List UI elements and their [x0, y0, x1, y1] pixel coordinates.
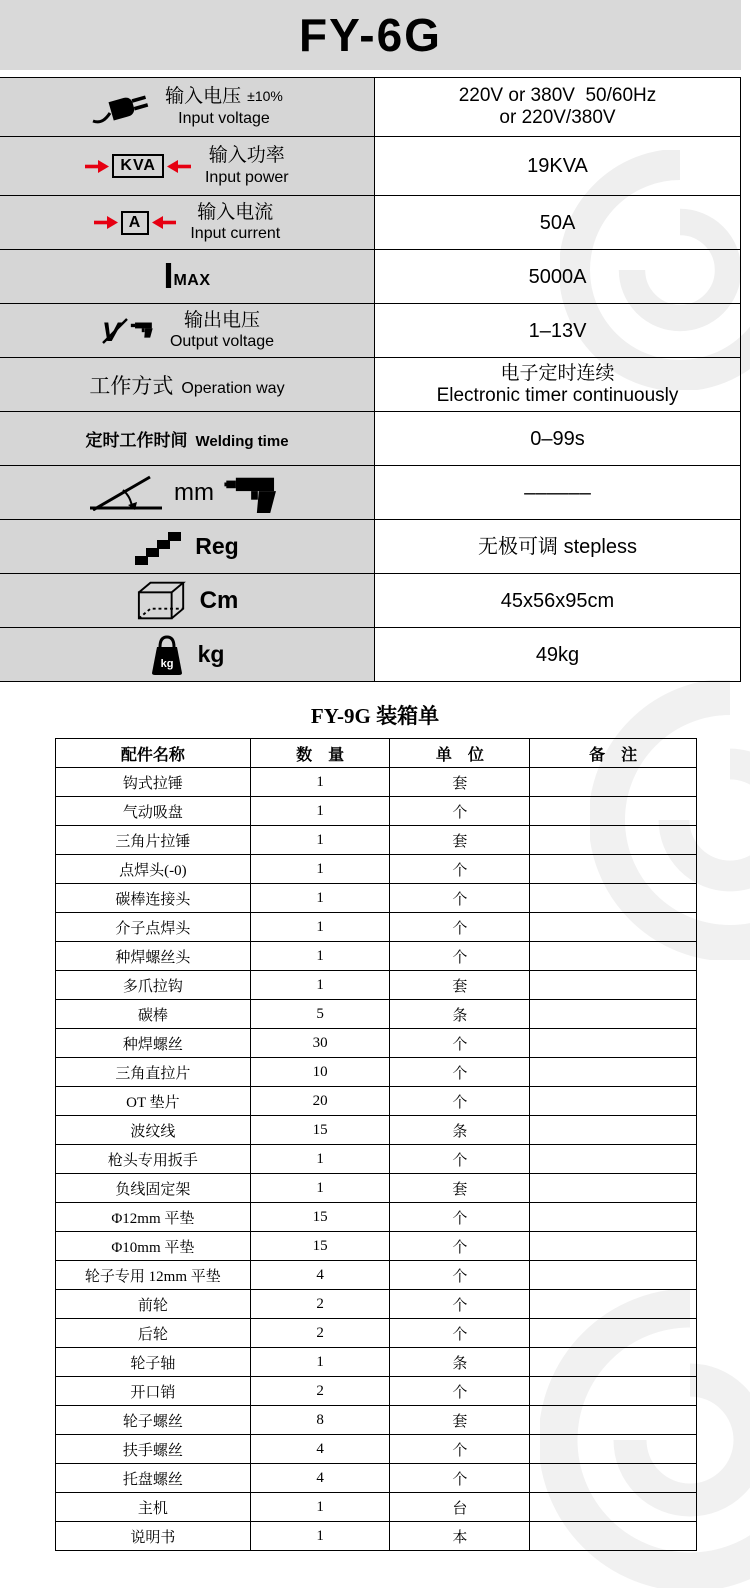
spec-table: [0, 77, 741, 682]
spec-value-plate-thickness: [375, 466, 740, 519]
spec-value-welding-time: [375, 412, 740, 465]
item-note: [530, 1232, 697, 1261]
item-name: Φ12mm 平垫: [56, 1203, 251, 1232]
item-unit: 台: [390, 1493, 530, 1522]
item-unit: 个: [390, 942, 530, 971]
item-name: 介子点焊头: [56, 913, 251, 942]
label-en: Operation way: [181, 379, 285, 397]
item-name: 气动吸盘: [56, 797, 251, 826]
item-unit: 个: [390, 1203, 530, 1232]
table-row: [56, 1377, 697, 1406]
table-row: [56, 826, 697, 855]
item-name: 种焊螺丝: [56, 1029, 251, 1058]
item-note: [530, 1261, 697, 1290]
spec-value-output-voltage: [375, 304, 740, 357]
item-name: 三角片拉锤: [56, 826, 251, 855]
svg-text:kg: kg: [160, 657, 173, 670]
label-cn: 输入功率: [208, 145, 285, 167]
item-note: [530, 1435, 697, 1464]
spec-value-line: ––––––: [524, 481, 591, 504]
packing-header-row: [56, 739, 697, 768]
label-stack: [170, 309, 274, 353]
table-row: [56, 1000, 697, 1029]
item-unit: 个: [390, 1290, 530, 1319]
item-note: [530, 826, 697, 855]
welding-gun-icon: [224, 472, 284, 514]
table-row: [56, 1435, 697, 1464]
table-row: [56, 1232, 697, 1261]
item-note: [530, 768, 697, 797]
item-name: 钩式拉锤: [56, 768, 251, 797]
spec-value-input-voltage: [375, 78, 740, 136]
item-note: [530, 1145, 697, 1174]
spec-row-imax: [0, 250, 740, 304]
item-note: [530, 1203, 697, 1232]
table-row: [56, 1406, 697, 1435]
output-voltage-icon: [100, 314, 156, 348]
item-unit: 个: [390, 1261, 530, 1290]
spec-value-line: or 220V/380V: [499, 107, 616, 128]
table-row: [56, 1145, 697, 1174]
item-unit: 套: [390, 1174, 530, 1203]
item-unit: 条: [390, 1348, 530, 1377]
label-cn: 输入电流: [197, 201, 274, 223]
item-name: 主机: [56, 1493, 251, 1522]
table-row: [56, 884, 697, 913]
item-unit: 条: [390, 1116, 530, 1145]
table-row: [56, 1348, 697, 1377]
item-unit: 个: [390, 1087, 530, 1116]
label-cn: 输入电压: [165, 86, 242, 108]
spec-row-regulation: [0, 520, 740, 574]
item-note: [530, 1116, 697, 1145]
spec-label-regulation: [0, 520, 375, 573]
item-qty: 30: [250, 1029, 390, 1058]
cube-icon: [136, 580, 188, 622]
item-name: 三角直拉片: [56, 1058, 251, 1087]
item-name: 枪头专用扳手: [56, 1145, 251, 1174]
item-qty: 15: [250, 1116, 390, 1145]
spec-label-input-power: [0, 137, 375, 195]
spec-row-weight: [0, 628, 740, 682]
item-qty: 4: [250, 1261, 390, 1290]
label-stack: [205, 144, 289, 188]
item-name: 种焊螺丝头: [56, 942, 251, 971]
item-name: 说明书: [56, 1522, 251, 1551]
item-qty: 1: [250, 971, 390, 1000]
table-row: [56, 1203, 697, 1232]
imax-label: [163, 255, 211, 297]
item-unit: 个: [390, 884, 530, 913]
table-row: [56, 797, 697, 826]
imax-main: I: [163, 255, 174, 297]
spec-value-line: 5000A: [528, 265, 587, 288]
spec-value-dimensions: [375, 574, 740, 627]
item-unit: 套: [390, 971, 530, 1000]
weight-icon: [150, 634, 184, 676]
item-qty: 15: [250, 1232, 390, 1261]
spec-row-plate-thickness: [0, 466, 740, 520]
item-qty: 1: [250, 942, 390, 971]
page-title-bar: [0, 0, 741, 70]
item-note: [530, 942, 697, 971]
item-unit: 个: [390, 1145, 530, 1174]
item-unit: 个: [390, 1319, 530, 1348]
spec-row-output-voltage: [0, 304, 740, 358]
packing-list-title: FY-9G 装箱单: [310, 704, 440, 728]
spec-value-line: 19KVA: [527, 155, 588, 177]
spec-value-imax: [375, 250, 740, 303]
spec-value-regulation: [375, 520, 740, 573]
table-row: [56, 1116, 697, 1145]
spec-value-line: Electronic timer continuously: [436, 384, 679, 406]
item-name: 碳棒连接头: [56, 884, 251, 913]
spec-value-line: 电子定时连续: [500, 362, 615, 384]
table-row: [56, 768, 697, 797]
item-qty: 2: [250, 1319, 390, 1348]
label-en: Input voltage: [178, 109, 270, 127]
spec-value-line: 49kg: [535, 643, 580, 666]
kva-box-label: KVA: [112, 154, 164, 178]
item-qty: 1: [250, 913, 390, 942]
label-inline: [85, 426, 288, 451]
item-unit: 个: [390, 1029, 530, 1058]
packing-col-header: 单 位: [390, 739, 530, 768]
unit-label: mm: [174, 478, 214, 506]
item-qty: 1: [250, 1145, 390, 1174]
red-arrow-right-icon: [94, 216, 118, 229]
imax-subscript: MAX: [173, 271, 211, 289]
item-note: [530, 1348, 697, 1377]
spec-label-plate-thickness: [0, 466, 375, 519]
power-plug-icon: [91, 89, 151, 125]
item-name: 托盘螺丝: [56, 1464, 251, 1493]
red-arrow-left-icon: [152, 216, 176, 229]
packing-col-header: 备 注: [530, 739, 697, 768]
item-note: [530, 913, 697, 942]
item-note: [530, 884, 697, 913]
item-unit: 套: [390, 826, 530, 855]
spec-label-weight: [0, 628, 375, 681]
spec-row-input-power: [0, 137, 740, 196]
item-name: 碳棒: [56, 1000, 251, 1029]
label-en: Welding time: [195, 433, 289, 450]
item-name: OT 垫片: [56, 1087, 251, 1116]
table-row: [56, 1522, 697, 1551]
spec-value-line: 220V or 380V 50/60Hz: [458, 85, 657, 107]
spec-label-welding-time: [0, 412, 375, 465]
svg-text:V: V: [101, 316, 120, 347]
item-unit: 个: [390, 855, 530, 884]
item-qty: 1: [250, 768, 390, 797]
label-cn: 定时工作时间: [85, 431, 188, 450]
packing-col-header: 配件名称: [56, 739, 251, 768]
spec-label-output-voltage: [0, 304, 375, 357]
item-note: [530, 1087, 697, 1116]
table-row: [56, 1174, 697, 1203]
spec-value-line: 1–13V: [528, 319, 587, 342]
item-name: 轮子螺丝: [56, 1406, 251, 1435]
item-qty: 2: [250, 1377, 390, 1406]
label-cn: 工作方式: [89, 374, 174, 398]
red-arrow-right-icon: [85, 160, 109, 173]
label-en: Input current: [190, 225, 281, 243]
angle-icon: [90, 475, 164, 511]
item-name: 前轮: [56, 1290, 251, 1319]
item-unit: 套: [390, 1406, 530, 1435]
unit-label: kg: [197, 641, 225, 667]
item-name: 后轮: [56, 1319, 251, 1348]
item-name: 扶手螺丝: [56, 1435, 251, 1464]
spec-value-weight: [375, 628, 740, 681]
table-row: [56, 1290, 697, 1319]
label-inline: [89, 370, 284, 400]
item-note: [530, 797, 697, 826]
item-note: [530, 1493, 697, 1522]
spec-row-input-voltage: [0, 78, 740, 137]
item-unit: 个: [390, 1058, 530, 1087]
spec-row-operation-way: [0, 358, 740, 412]
item-name: 负线固定架: [56, 1174, 251, 1203]
item-qty: 5: [250, 1000, 390, 1029]
item-unit: 个: [390, 1232, 530, 1261]
item-qty: 1: [250, 826, 390, 855]
item-note: [530, 971, 697, 1000]
label-cn: 输出电压: [183, 309, 260, 331]
item-qty: 10: [250, 1058, 390, 1087]
table-row: [56, 1319, 697, 1348]
item-qty: 1: [250, 797, 390, 826]
spec-value-line: 无极可调 stepless: [478, 535, 637, 558]
table-row: [56, 1261, 697, 1290]
item-unit: 本: [390, 1522, 530, 1551]
spec-value-line: 45x56x95cm: [500, 589, 615, 612]
label-en: Input power: [204, 168, 289, 186]
spec-row-input-current: [0, 196, 740, 250]
table-row: [56, 971, 697, 1000]
table-row: [56, 1464, 697, 1493]
item-unit: 个: [390, 1464, 530, 1493]
table-row: [56, 1087, 697, 1116]
steps-icon: [135, 529, 187, 565]
spec-label-operation-way: [0, 358, 375, 411]
item-name: 轮子轴: [56, 1348, 251, 1377]
item-qty: 4: [250, 1464, 390, 1493]
item-note: [530, 1406, 697, 1435]
table-row: [56, 913, 697, 942]
item-qty: 1: [250, 1348, 390, 1377]
item-name: 轮子专用 12mm 平垫: [56, 1261, 251, 1290]
spec-row-dimensions: [0, 574, 740, 628]
ampere-box-label: A: [121, 211, 150, 235]
item-qty: 4: [250, 1435, 390, 1464]
label-stack: [190, 201, 280, 245]
item-qty: 1: [250, 855, 390, 884]
table-row: [56, 1058, 697, 1087]
table-row: [56, 855, 697, 884]
unit-label: Reg: [195, 533, 239, 559]
item-note: [530, 855, 697, 884]
label-tolerance: ±10%: [247, 88, 283, 105]
item-qty: 2: [250, 1290, 390, 1319]
page-title: FY-6G: [299, 9, 442, 61]
item-unit: 个: [390, 1377, 530, 1406]
item-unit: 个: [390, 797, 530, 826]
item-name: Φ10mm 平垫: [56, 1232, 251, 1261]
item-qty: 1: [250, 1493, 390, 1522]
item-qty: 8: [250, 1406, 390, 1435]
spec-value-line: 0–99s: [530, 427, 585, 450]
unit-label: Cm: [199, 586, 239, 614]
item-unit: 个: [390, 1435, 530, 1464]
item-note: [530, 1464, 697, 1493]
item-qty: 20: [250, 1087, 390, 1116]
item-qty: 15: [250, 1203, 390, 1232]
item-note: [530, 1000, 697, 1029]
spec-row-welding-time: [0, 412, 740, 466]
spec-value-input-current: [375, 196, 740, 249]
table-row: [56, 1493, 697, 1522]
item-note: [530, 1377, 697, 1406]
item-name: 波纹线: [56, 1116, 251, 1145]
item-name: 开口销: [56, 1377, 251, 1406]
item-note: [530, 1174, 697, 1203]
item-note: [530, 1058, 697, 1087]
spec-label-input-current: [0, 196, 375, 249]
item-unit: 个: [390, 913, 530, 942]
spec-value-operation-way: [375, 358, 740, 411]
red-arrow-left-icon: [167, 160, 191, 173]
spec-label-dimensions: [0, 574, 375, 627]
item-unit: 条: [390, 1000, 530, 1029]
item-qty: 1: [250, 1522, 390, 1551]
spec-value-line: 50A: [539, 211, 576, 234]
item-qty: 1: [250, 884, 390, 913]
ampere-box-icon: [94, 211, 177, 235]
kva-box-icon: [85, 154, 191, 178]
item-note: [530, 1290, 697, 1319]
item-note: [530, 1319, 697, 1348]
item-note: [530, 1029, 697, 1058]
label-stack: [165, 85, 283, 129]
table-row: [56, 942, 697, 971]
item-note: [530, 1522, 697, 1551]
spec-label-imax: [0, 250, 375, 303]
item-unit: 套: [390, 768, 530, 797]
packing-table: [55, 738, 697, 1551]
item-qty: 1: [250, 1174, 390, 1203]
table-row: [56, 1029, 697, 1058]
spec-label-input-voltage: [0, 78, 375, 136]
label-en: Output voltage: [169, 333, 275, 351]
item-name: 多爪拉钩: [56, 971, 251, 1000]
packing-col-header: 数 量: [250, 739, 390, 768]
spec-value-input-power: [375, 137, 740, 195]
item-name: 点焊头(-0): [56, 855, 251, 884]
